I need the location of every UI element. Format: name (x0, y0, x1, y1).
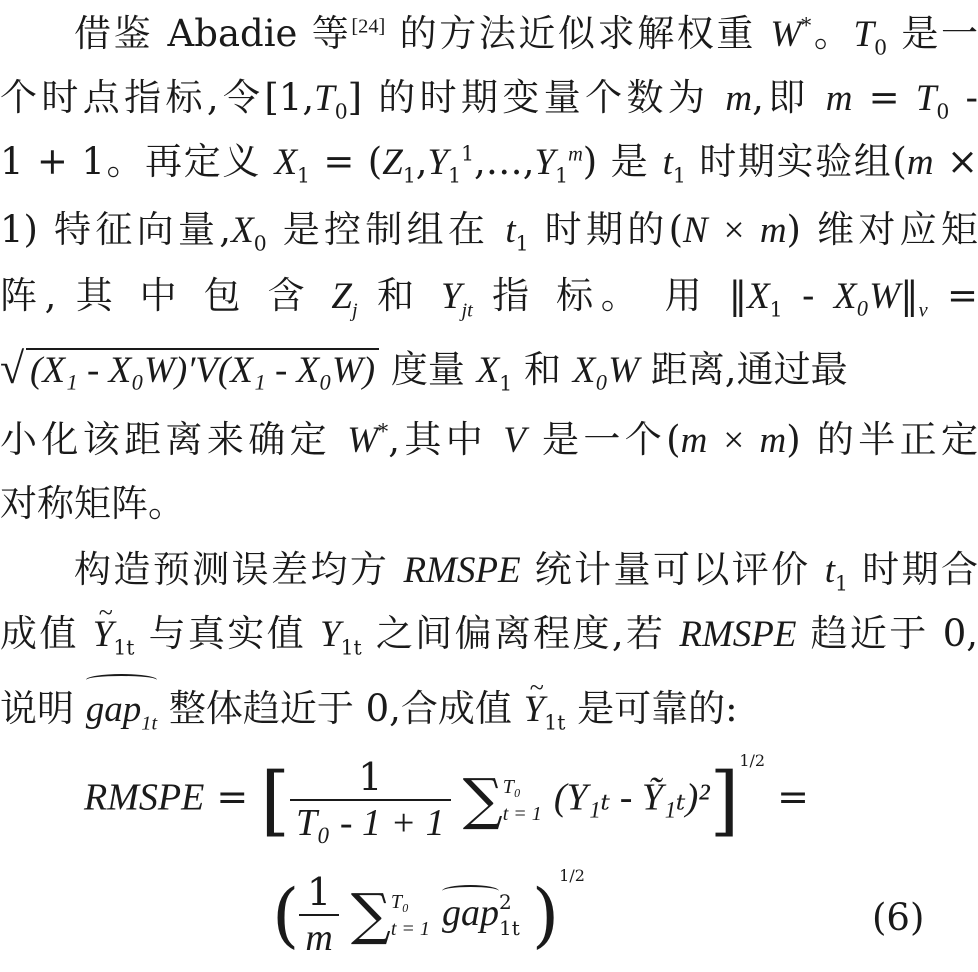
sum-symbol: ∑ (462, 767, 503, 833)
p2-line-1: 构造预测误差均方 RMSPE 统计量可以评价 $t_1$ 时期合 (74, 548, 978, 596)
p1-line-7: 小化该距离来确定 W*,其中 V 是一个(m × m) 的半正定 (0, 418, 978, 461)
formula-lhs: RMSPE (84, 776, 205, 819)
p1-line-6: √ (X₁ - X₀W)′V(X₁ - X₀W) 度量 $X_1$ 和 X₀W 距离,通过最 (0, 340, 978, 400)
gap-hat: gap$_{1t}$ (86, 672, 157, 740)
p1-line-4: 1) 特征向量$,X_0$ 是控制组在 $t_1$ 时期的(N × m) 维对应矩 (0, 208, 978, 256)
fraction-1: $\frac{1}{\text{T₀ - 1 + 1}}$ (290, 755, 451, 845)
formula-rmspe-line2: ( $\frac{1}{m}$ ∑T₀ t = 1 gap2 1t )$^{1/2}$ (272, 865, 585, 959)
sqrt-expression: √ (X₁ - X₀W)′V(X₁ - X₀W) (0, 341, 379, 401)
p1-line-5: 阵, 其 中 包 含 $Z_j$ 和 $Y_{jt}$ 指 标。 用 $‖X_1$ - $X_0W‖_v$ = (0, 274, 978, 322)
p1-line-8: 对称矩阵。 (0, 482, 185, 525)
gap-hat-formula: gap (442, 883, 499, 935)
citation-ref: [24] (351, 15, 386, 38)
formula-rmspe-line1: RMSPE = [ $\frac{1}{\text{T₀ - 1 + 1}}$ ∑T₀ t = 1 (Y₁ₜ - Ỹ₁ₜ)²]$^{1/2}$ = (84, 750, 810, 845)
p1-line-2: 个时点指标,令$[1,T_0]$ 的时期变量个数为 m,即 $m = T_0$ - (0, 76, 978, 124)
equation-number: (6) (872, 896, 925, 939)
p2-line-2: 成值 ~ $Y_{1t}$ 与真实值 $Y_{1t}$ 之间偏离程度,若 RMSPE 趋近于 0, (0, 604, 978, 664)
p1-line-1: 借鉴 Abadie 等[24] 的方法近似求解权重 W*。$T_0$ 是一 (74, 12, 978, 60)
p1-line-3: 1 + 1。再定义 $X_1$ = $(Z_1,Y_1^1,\dots,Y_1^m)$ 是 $t_1$ 时期实验组(m × (0, 140, 978, 188)
p2-line-3: 说明 gap$_{1t}$ 整体趋近于 0,合成值 ~ $Y_{1t}$ 是可靠的: (0, 672, 978, 732)
fraction-2: $\frac{1}{m}$ (299, 870, 338, 960)
